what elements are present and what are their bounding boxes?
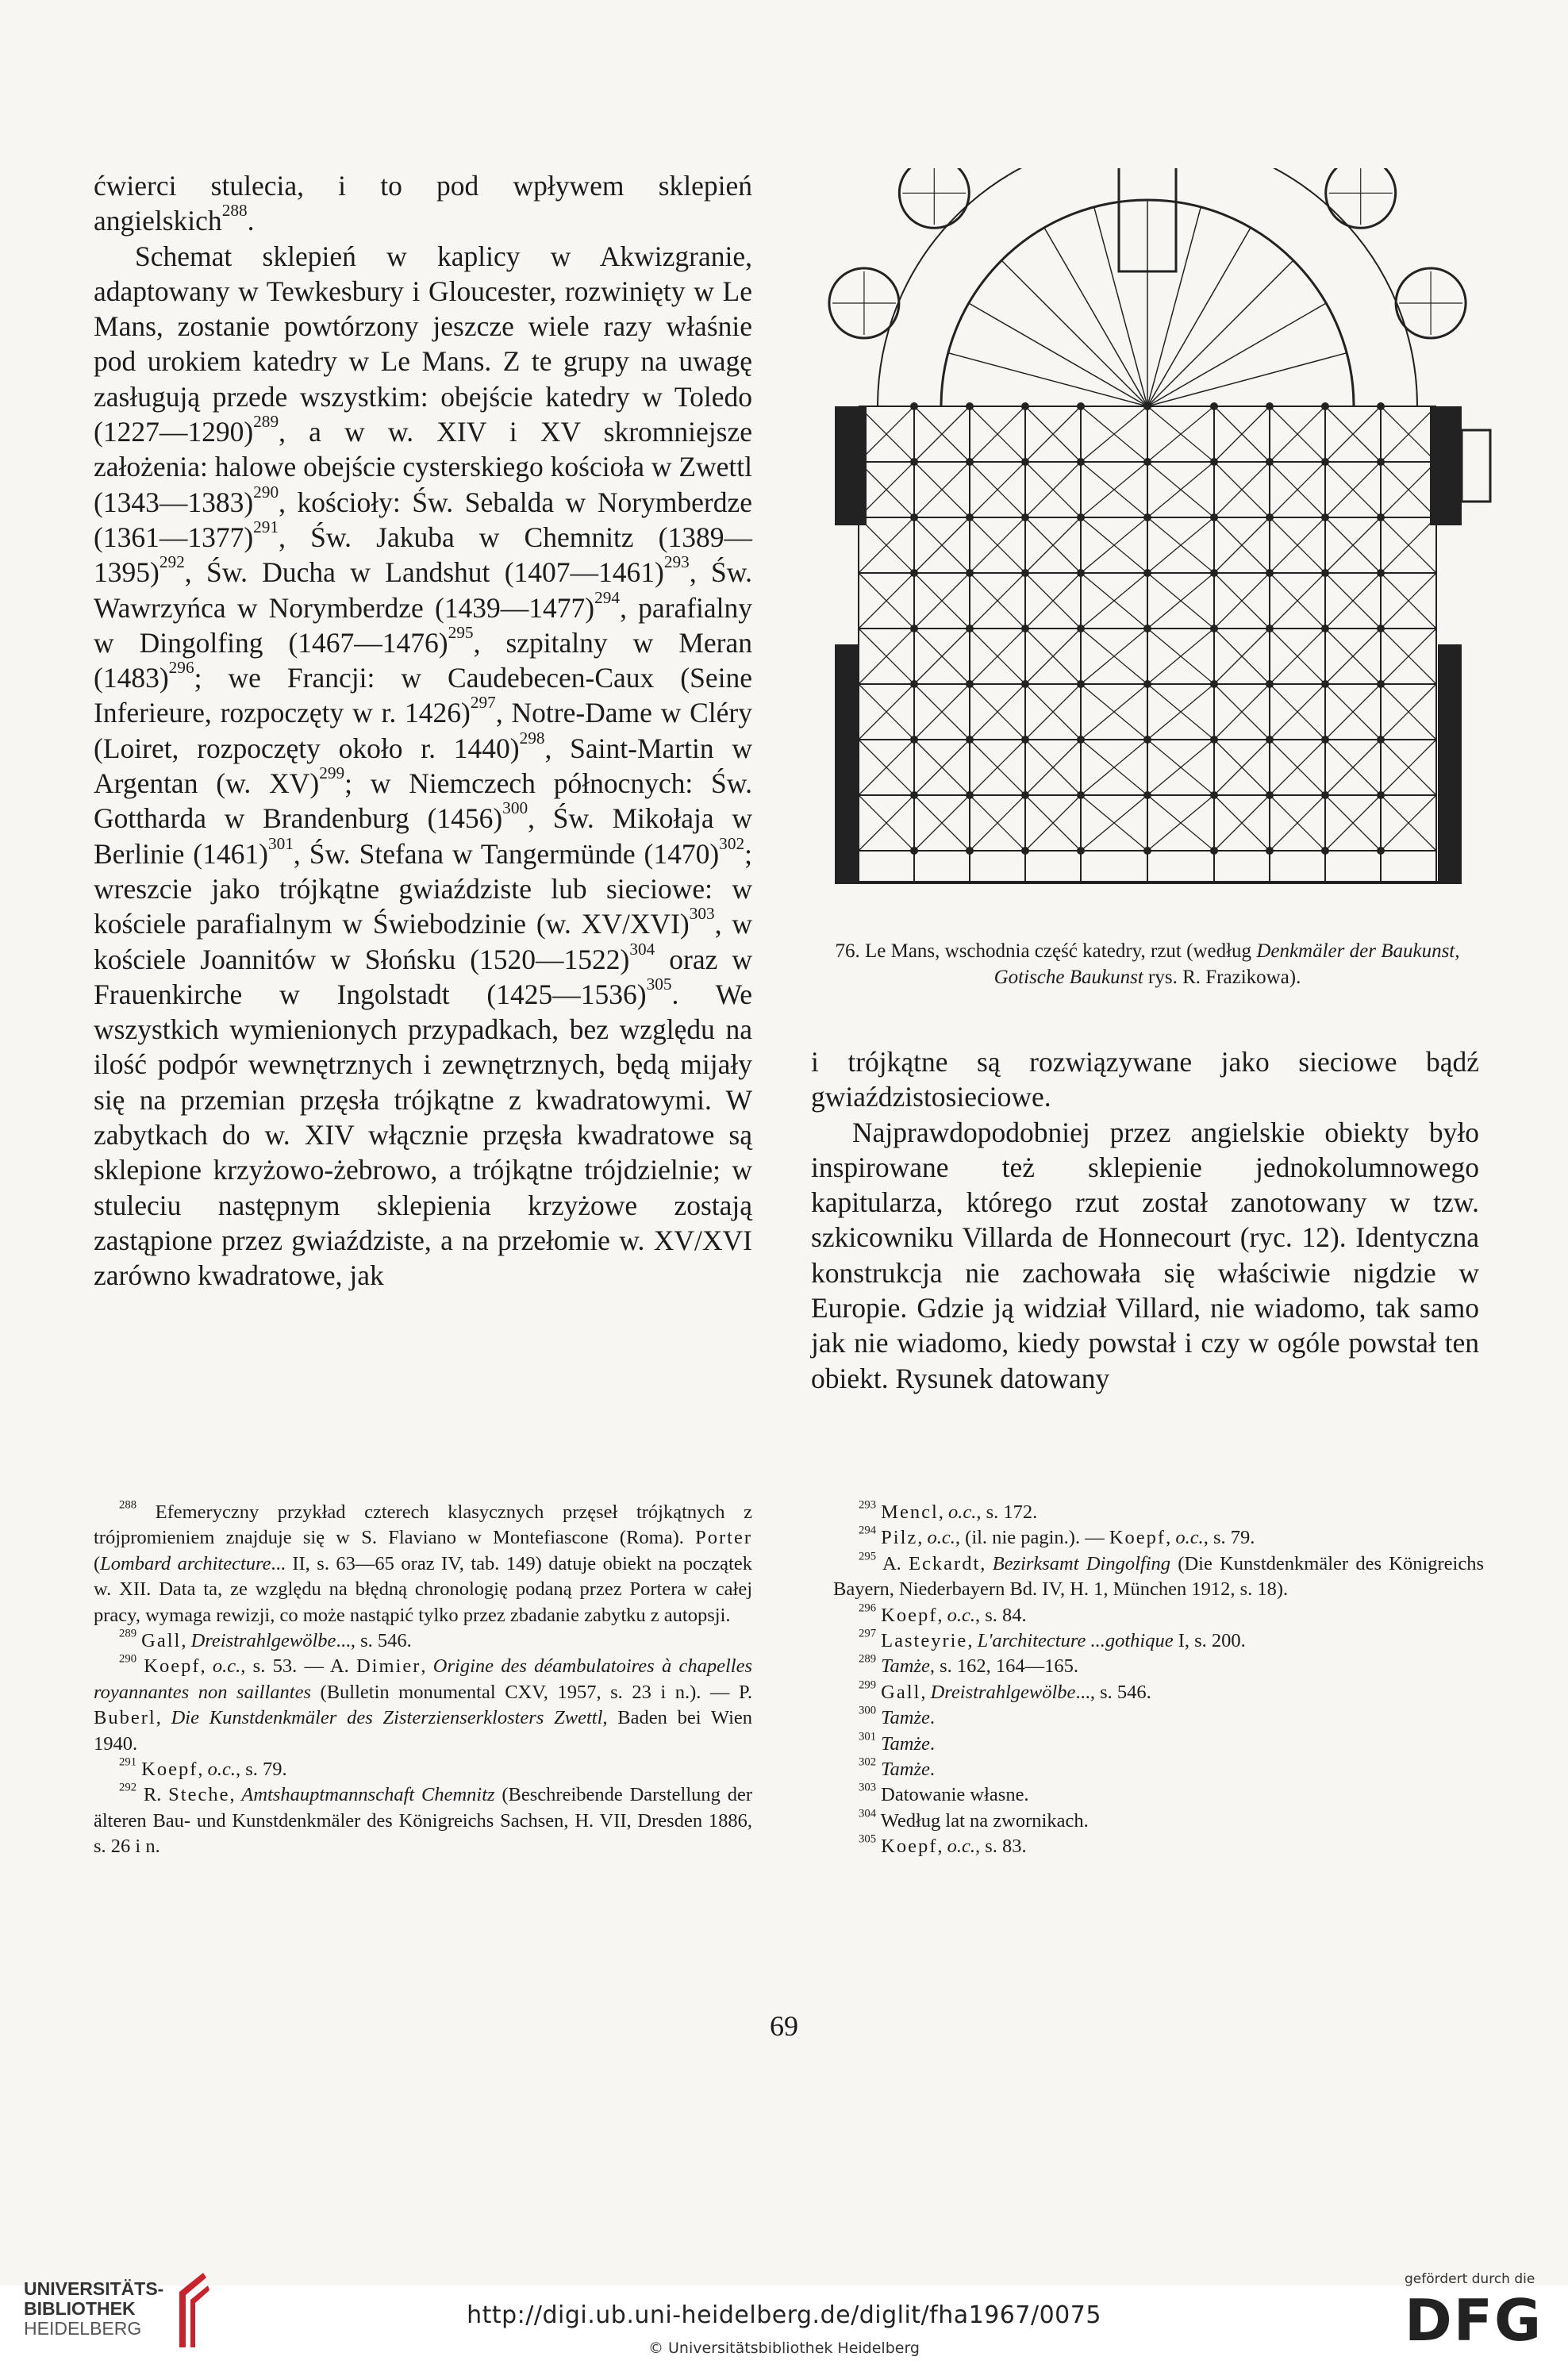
footnote (94, 1628, 752, 1654)
footnote (833, 1809, 1484, 1834)
text-run: , w kościele Joannitów w Słońsku (1520—1522) (94, 908, 752, 975)
text-run: , Św. Stefana w Tangermünde (1470) (293, 837, 720, 870)
text-run: , szpitalny w Meran (1483) (94, 626, 752, 694)
footnote-ref: 293 (663, 552, 690, 572)
footnote-text: Datowanie własne. (876, 1784, 1029, 1806)
footnote (833, 1782, 1484, 1808)
footnote (833, 1603, 1484, 1628)
footnote-text: Koepf, o.c., s. 84. (881, 1604, 1027, 1626)
dfg-logo: DFG (1405, 2287, 1543, 2354)
text-run: , Św. Wawrzyńca w Norymberdze (1439—1477) (94, 556, 752, 624)
footnote-text: A. Eckardt, Bezirksamt Dingolfing (Die Kunstdenkmäler des Königreichs Bayern, Niederbayern Bd. IV, H. 1, München 1912, s. 18). (833, 1552, 1485, 1601)
footnote-text: Mencl, o.c., s. 172. (881, 1501, 1038, 1523)
footnote-ref: 295 (448, 622, 474, 642)
text-run: ; w Niemczech północnych: Św. Gottharda w Brandenburg (1456) (94, 767, 752, 835)
text-run: . We wszystkich wymienionych przypadkach, bez względu na ilość podpór wewnętrznych i zewnętrznych, będą mijały się na przemian przęsła trójkątne z kwadratowymi. W zabytkach do w. XIV włącznie przęsła kwadratowe są sklepione krzyżowo-żebrowo, a trójkątne trójdzielnie; w stuleciu następnym sklepienia krzyżowe zostają zastąpione przez gwiaździste, a na przełomie w. XV/XVI zarówno kwadratowe, jak (94, 978, 753, 1292)
floor-plan-figure (803, 168, 1492, 935)
right-text-column (811, 1044, 1479, 1396)
footnote-number: 294 (859, 1524, 877, 1537)
footnote (833, 1680, 1484, 1705)
footnote-text: Tamże. (881, 1707, 936, 1729)
page-number: 69 (770, 2010, 798, 2042)
footnote (94, 1757, 752, 1782)
text-run: , Saint-Martin w Argentan (w. XV) (94, 732, 752, 800)
footnote-text: Koepf, o.c., s. 79. (141, 1759, 287, 1781)
text-run: oraz w Frauenkirche w Ingolstadt (1425—1536) (94, 943, 752, 1010)
footnote-number: 305 (859, 1832, 877, 1846)
footnote-text: Tamże, s. 162, 164—165. (881, 1655, 1079, 1678)
footnote-text: Gall, Dreistrahlgewölbe..., s. 546. (141, 1630, 412, 1652)
footnote-number: 297 (859, 1627, 877, 1640)
footnotes-left (94, 1500, 752, 1860)
footnote-text: Efemeryczny przykład czterech klasycznych przęseł trójkątnych z trójpromieniem znajduje się w S. Flaviano w Montefiascone (Roma). Porter (Lombard architecture... II, s. 63—65 oraz IV, tab. 149) datuje obiekt na początek w. XII. Data ta, ze względu na błędną chronologię podaną przez Portera w całej pracy, wymaga rewizji, co może nastąpić tylko przez zbadanie zabytku z autopsji. (94, 1501, 752, 1626)
footnote-ref: 290 (253, 482, 279, 502)
footnote (94, 1500, 752, 1628)
footnote-number: 304 (859, 1807, 877, 1820)
footnote-number: 302 (859, 1755, 877, 1769)
footnote-number: 292 (119, 1781, 137, 1794)
footnote-number: 288 (119, 1498, 137, 1512)
footnote-ref: 298 (519, 728, 545, 748)
footnote-ref: 291 (253, 517, 279, 536)
footnote (833, 1654, 1484, 1679)
footnote-text: Pilz, o.c., (il. nie pagin.). — Koepf, o.c., s. 79. (881, 1527, 1255, 1549)
footnote-number: 289 (859, 1652, 877, 1666)
text-run: ; we Francji: w Caudebecen-Caux (Seine Inferieure, rozpoczęty w r. 1426) (94, 662, 752, 729)
footnote-number: 289 (119, 1627, 137, 1640)
footnote-number: 303 (859, 1781, 877, 1794)
footnote (833, 1834, 1484, 1859)
text-run: , parafialny w Dingolfing (1467—1476) (94, 591, 752, 659)
text-run: , Notre-Dame w Cléry (Loiret, rozpoczęty około r. 1440) (94, 697, 753, 764)
footnote-text: R. Steche, Amtshauptmannschaft Chemnitz (Beschreibende Darstellung der älteren Bau- und Kunstdenkmäler des Königreichs Sachsen, H. VII, Dresden 1886, s. 26 i n. (94, 1784, 752, 1858)
paragraph-1: ćwierci stulecia, i to pod wpływem sklepień angielskich$^{288}$. (94, 170, 752, 237)
footnote-number: 295 (859, 1550, 877, 1563)
footnote-ref: 301 (267, 833, 294, 853)
footnote (833, 1628, 1484, 1654)
footnote-text: Według lat na zwornikach. (876, 1809, 1089, 1832)
footnote-ref: 300 (502, 798, 528, 818)
text-run: Schemat sklepień w kaplicy w Akwizgranie, adaptowany w Tewkesbury i Gloucester, rozwinięty w Le Mans, zostanie powtórzony jeszcze wiele razy właśnie pod urokiem katedry w Le Mans. Z te grupy na uwagę zasługują przede wszystkim: obejście katedry w Toledo (1227—1290) (94, 240, 752, 448)
footnote-number: 290 (119, 1652, 137, 1666)
footnote-ref: 299 (319, 763, 345, 782)
footnote-ref: 294 (594, 587, 621, 607)
footnote (833, 1757, 1484, 1782)
footnote (833, 1525, 1484, 1551)
paragraph-4: Najprawdopodobniej przez angielskie obiekty było inspirowane też sklepienie jednokolumnowego kapitularza, którego rzut został zanotowany w tzw. szkicowniku Villarda de Honnecourt (ryc. 12). Identyczna konstrukcja nie zachowała się właściwie nigdzie w Europie. Gdzie ją widział Villard, nie wiadomo, tak samo jak nie wiadomo, kiedy powstał i czy w ogóle powstał ten obiekt. Rysunek datowany (811, 1116, 1479, 1394)
footnote-text: Gall, Dreistrahlgewölbe..., s. 546. (881, 1681, 1151, 1703)
library-logo-text: UNIVERSITÄTS- BIBLIOTHEK HEIDELBERG (24, 2278, 164, 2339)
text-run: , Św. Ducha w Landshut (1407—1461) (184, 556, 664, 589)
footnote-text: Koepf, o.c., s. 83. (881, 1836, 1027, 1858)
footnote-ref: 289 (253, 411, 279, 431)
footnotes-right (833, 1500, 1484, 1860)
footnote-ref: 304 (629, 939, 655, 959)
footnote (833, 1732, 1484, 1757)
footnote-ref: 297 (470, 693, 496, 713)
footnote-number: 299 (859, 1678, 877, 1692)
text-run: , Św. Mikołaja w Berlinie (1461) (94, 802, 752, 870)
text-run: , kościoły: Św. Sebalda w Norymberdze (1361—1377) (94, 486, 752, 553)
footnote (833, 1705, 1484, 1731)
footnote-ref: 292 (159, 552, 185, 572)
funding-note: gefördert durch die (1405, 2271, 1535, 2287)
footnote-number: 291 (119, 1755, 137, 1769)
footnote-text: Tamże. (881, 1759, 936, 1781)
footnote-number: 293 (859, 1498, 877, 1512)
footnote-number: 300 (859, 1704, 877, 1717)
paragraph-2 (94, 239, 752, 1294)
footnote-text: Lasteyrie, L'architecture ...gothique I, s. 200. (881, 1630, 1246, 1652)
figure-caption: 76. Le Mans, wschodnia część katedry, rzut (według Denkmäler der Baukunst, Gotische Baukunst rys. R. Frazikowa). (835, 940, 1460, 988)
text-run: , Św. Jakuba w Chemnitz (1389—1395) (94, 521, 752, 589)
footnote (94, 1654, 752, 1757)
footnote-ref: 303 (689, 904, 715, 924)
cathedral-floor-plan-drawing (803, 168, 1492, 935)
text-run: , a w w. XIV i XV skromniejsze założenia: halowe obejście cysterskiego kościoła w Zwettl (1343—1383) (94, 416, 753, 518)
paragraph-3: i trójkątne są rozwiązywane jako sieciowe bądź gwiaździstosieciowe. (811, 1046, 1479, 1113)
left-text-column (94, 168, 752, 1294)
footnote (833, 1500, 1484, 1525)
footnote-number: 301 (859, 1730, 877, 1743)
copyright-notice: © Universitätsbibliothek Heidelberg (648, 2339, 920, 2357)
permalink-url[interactable]: http://digi.ub.uni-heidelberg.de/diglit/fha1967/0075 (467, 2301, 1101, 2329)
text-run: ; wreszcie jako trójkątne gwiaździste lub sieciowe: w kościele parafialnym w Świebodzinie (w. XV/XVI) (94, 837, 752, 940)
footnote-ref: 302 (719, 833, 745, 853)
footnote-number: 296 (859, 1601, 877, 1615)
footnote-text: Tamże. (881, 1732, 936, 1755)
footnote (94, 1782, 752, 1859)
footnote (833, 1551, 1484, 1603)
footnote-ref: 305 (646, 974, 672, 994)
footnote-ref: 296 (168, 658, 194, 678)
footnote-text: Koepf, o.c., s. 53. — A. Dimier, Origine des déambulatoires à chapelles royannantes non saillantes (Bulletin monumental CXV, 1957, s. 23 i n.). — P. Buberl, Die Kunstdenkmäler des Zisterzienserklosters Zwettl, Baden bei Wien 1940. (94, 1655, 752, 1755)
